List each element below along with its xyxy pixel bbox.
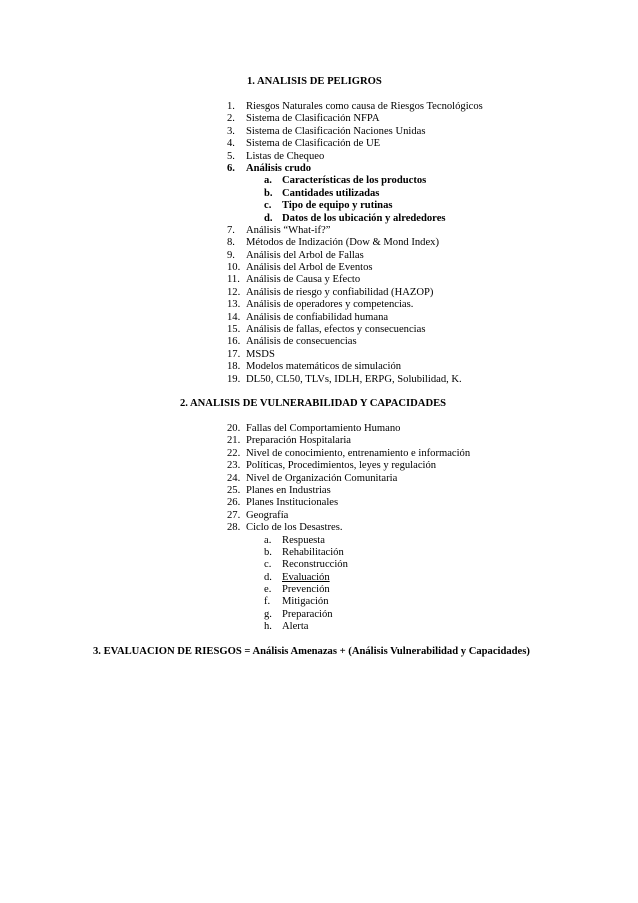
list-item-text: Prevención xyxy=(282,584,330,596)
list-item-number: 1. xyxy=(227,101,235,112)
list-item-number: c. xyxy=(264,559,272,571)
list-item-text: Sistema de Clasificación NFPA xyxy=(246,113,380,125)
list-item xyxy=(227,435,547,447)
sub-list-item xyxy=(227,213,547,225)
list-item-text: Cantidades utilizadas xyxy=(282,187,380,199)
list-item-number: 25. xyxy=(227,484,241,496)
list-item-number: 13. xyxy=(227,299,241,311)
list-item-text: Preparación Hospitalaria xyxy=(246,435,352,447)
list-item-text: Análisis de confiabilidad humana xyxy=(246,311,389,323)
list-item-number: 19. xyxy=(227,373,241,385)
list-item-text: Rehabilitación xyxy=(282,546,344,558)
list-item-number: e. xyxy=(264,584,272,596)
list-item-text: Modelos matemáticos de simulación xyxy=(246,361,402,373)
list-item-text: Ciclo de los Desastres. xyxy=(246,522,343,534)
section-3-heading: 3. EVALUACION DE RIESGOS = Análisis Amenazas + (Análisis Vulnerabilidad y Capacidades) xyxy=(93,646,530,657)
list-item-text: Análisis del Arbol de Fallas xyxy=(246,249,364,261)
list-item xyxy=(227,473,547,485)
list-item-text: Nivel de Organización Comunitaria xyxy=(246,472,398,484)
list-item-number: 17. xyxy=(227,348,241,360)
list-item xyxy=(227,510,547,522)
list-item-number: a. xyxy=(264,534,272,546)
list-item xyxy=(227,287,547,299)
list-item xyxy=(227,262,547,274)
list-item xyxy=(227,225,547,237)
sub-list-item xyxy=(227,175,547,187)
list-item xyxy=(227,312,547,324)
list-item xyxy=(227,336,547,348)
list-item-text: Características de los productos xyxy=(282,175,427,187)
list-item-text: Riesgos Naturales como causa de Riesgos Tecnológicos xyxy=(246,101,483,112)
list-item-number: 15. xyxy=(227,324,241,336)
list-item-text: Análisis “What-if?” xyxy=(246,224,331,236)
list-item-text: Listas de Chequeo xyxy=(246,150,325,162)
list-item-number: 21. xyxy=(227,435,241,447)
list-item xyxy=(227,250,547,262)
sub-list-item xyxy=(227,559,547,571)
list-item-text: Sistema de Clasificación de UE xyxy=(246,138,381,150)
list-item xyxy=(227,423,547,435)
list-item xyxy=(227,460,547,472)
list-item-number: 24. xyxy=(227,472,241,484)
section-1-heading: 1. ANALISIS DE PELIGROS xyxy=(247,76,382,87)
list-item-text: Métodos de Indización (Dow & Mond Index) xyxy=(246,237,439,249)
list-item xyxy=(227,113,547,125)
list-item-number: 14. xyxy=(227,311,241,323)
list-item-text: Fallas del Comportamiento Humano xyxy=(246,423,401,434)
list-item-text: DL50, CL50, TLVs, IDLH, ERPG, Solubilidad, K. xyxy=(246,373,462,385)
list-item-text: Datos de los ubicación y alrededores xyxy=(282,212,446,224)
list-item-number: 22. xyxy=(227,447,241,459)
list-item xyxy=(227,361,547,373)
list-item-text: Planes en Industrias xyxy=(246,484,331,496)
list-item-text: Evaluación xyxy=(282,571,330,583)
list-item xyxy=(227,374,547,386)
list-item-number: g. xyxy=(264,608,272,620)
list-item xyxy=(227,101,547,113)
list-item-text: Análisis de Causa y Efecto xyxy=(246,274,361,286)
list-item-text: Análisis de operadores y competencias. xyxy=(246,299,414,311)
list-item-number: 16. xyxy=(227,336,241,348)
section-2-heading: 2. ANALISIS DE VULNERABILIDAD Y CAPACIDADES xyxy=(180,398,447,409)
list-item-text: Reconstrucción xyxy=(282,559,348,571)
list-item-number: 7. xyxy=(227,224,235,236)
list-item-number: 8. xyxy=(227,237,235,249)
list-item-text: MSDS xyxy=(246,348,275,360)
list-item xyxy=(227,522,547,534)
list-item-number: a. xyxy=(264,175,272,187)
sub-list-item xyxy=(227,596,547,608)
list-item-number: d. xyxy=(264,212,273,224)
list-item-number: 2. xyxy=(227,113,235,125)
list-item-text: Análisis de consecuencias xyxy=(246,336,357,348)
list-item-text: Políticas, Procedimientos, leyes y regulación xyxy=(246,460,437,472)
list-item-text: Sistema de Clasificación Naciones Unidas xyxy=(246,125,426,137)
section-1-list xyxy=(227,101,547,386)
list-item xyxy=(227,497,547,509)
list-item-number: 20. xyxy=(227,423,241,434)
list-item-number: b. xyxy=(264,187,273,199)
list-item-number: 23. xyxy=(227,460,241,472)
list-item-text: Análisis del Arbol de Eventos xyxy=(246,262,373,274)
list-item-text: Preparación xyxy=(282,608,333,620)
sub-list-item xyxy=(227,200,547,212)
sub-list-item xyxy=(227,584,547,596)
list-item xyxy=(227,299,547,311)
list-item-number: 18. xyxy=(227,361,241,373)
list-item-number: 26. xyxy=(227,497,241,509)
list-item-number: b. xyxy=(264,546,272,558)
list-item-text: Tipo de equipo y rutinas xyxy=(282,200,393,212)
list-item xyxy=(227,151,547,163)
list-item-number: 5. xyxy=(227,150,235,162)
list-item-text: Alerta xyxy=(282,621,309,633)
list-item xyxy=(227,324,547,336)
list-item-text: Respuesta xyxy=(282,534,325,546)
list-item-number: 9. xyxy=(227,249,235,261)
sub-list-item xyxy=(227,535,547,547)
list-item-number: d. xyxy=(264,571,272,583)
list-item-number: 4. xyxy=(227,138,235,150)
list-item xyxy=(227,349,547,361)
list-item-number: 10. xyxy=(227,262,241,274)
list-item-number: 12. xyxy=(227,286,241,298)
list-item xyxy=(227,274,547,286)
list-item-text: Análisis de riesgo y confiabilidad (HAZOP) xyxy=(246,286,434,298)
list-item-text: Análisis de fallas, efectos y consecuencias xyxy=(246,324,426,336)
section-2-list xyxy=(227,423,547,634)
list-item-number: 3. xyxy=(227,125,235,137)
list-item-number: h. xyxy=(264,621,272,633)
list-item-text: Mitigación xyxy=(282,596,329,608)
list-item-number: f. xyxy=(264,596,271,608)
list-item xyxy=(227,237,547,249)
list-item xyxy=(227,448,547,460)
list-item-text: Nivel de conocimiento, entrenamiento e información xyxy=(246,447,471,459)
sub-list-item xyxy=(227,572,547,584)
sub-list-item xyxy=(227,188,547,200)
sub-list-item xyxy=(227,621,547,633)
list-item xyxy=(227,126,547,138)
sub-list-item xyxy=(227,547,547,559)
list-item-text: Geografía xyxy=(246,509,289,521)
list-item-number: c. xyxy=(264,200,272,212)
list-item xyxy=(227,485,547,497)
list-item-text: Análisis crudo xyxy=(246,162,312,174)
list-item-text: Planes Institucionales xyxy=(246,497,339,509)
sub-list-item xyxy=(227,609,547,621)
list-item xyxy=(227,138,547,150)
list-item-number: 6. xyxy=(227,162,235,174)
list-item xyxy=(227,163,547,175)
list-item-number: 28. xyxy=(227,522,241,534)
list-item-number: 11. xyxy=(227,274,240,286)
list-item-number: 27. xyxy=(227,509,241,521)
